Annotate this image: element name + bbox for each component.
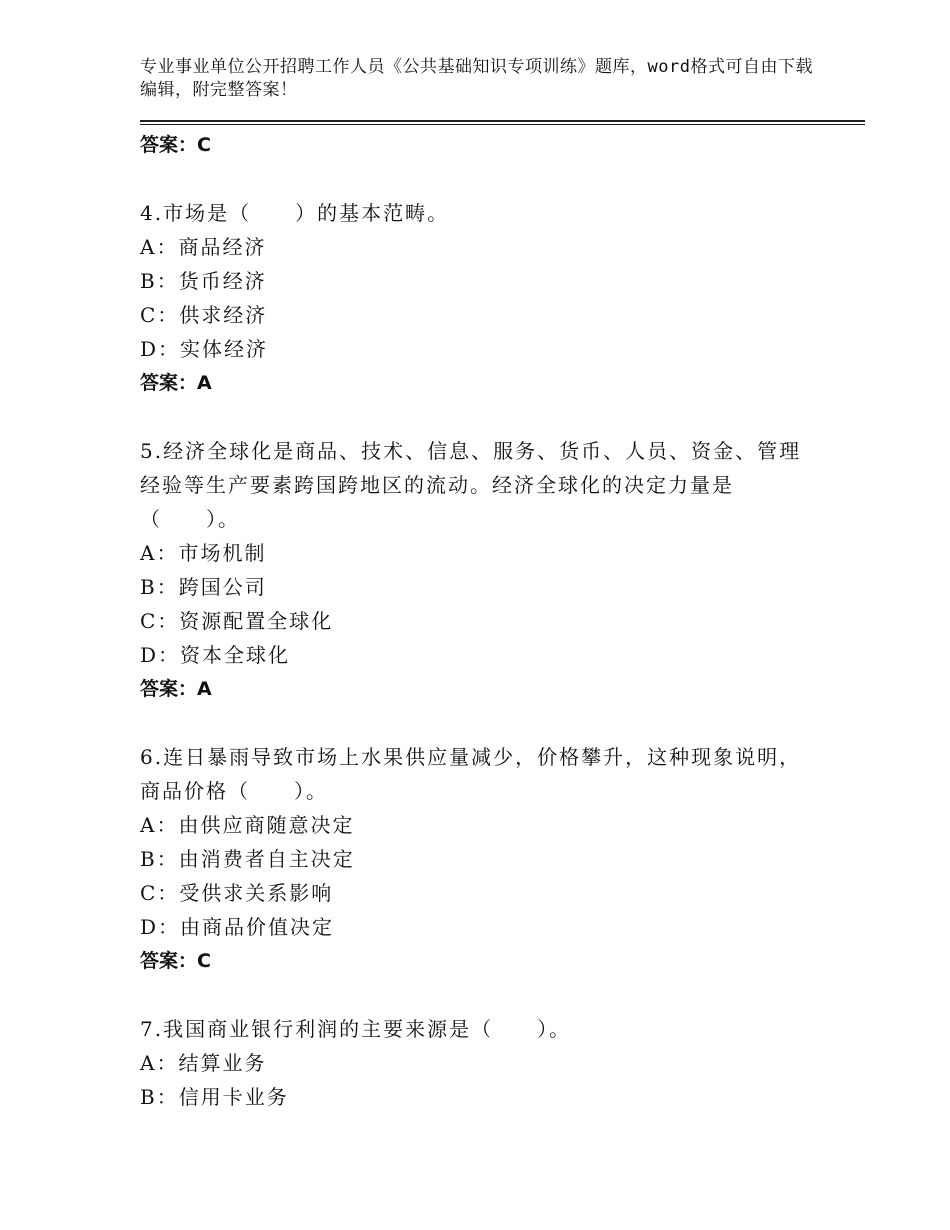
option-a: A：市场机制 bbox=[140, 541, 267, 565]
option-c: C：资源配置全球化 bbox=[140, 609, 334, 633]
answer-label: 答案：A bbox=[140, 372, 212, 394]
option-a: A：由供应商随意决定 bbox=[140, 813, 355, 837]
option-d: D：实体经济 bbox=[140, 337, 269, 361]
option-d: D：资本全球化 bbox=[140, 643, 291, 667]
option-b: B：信用卡业务 bbox=[140, 1085, 289, 1109]
option-b: B：货币经济 bbox=[140, 269, 267, 293]
answer-label: 答案：C bbox=[140, 950, 211, 972]
question-stem: 7.我国商业银行利润的主要来源是（ ）。 bbox=[140, 1017, 572, 1041]
option-c: C：受供求关系影响 bbox=[140, 881, 334, 905]
document-header: 专业事业单位公开招聘工作人员《公共基础知识专项训练》题库，word格式可自由下载编辑，附完整答案！ bbox=[140, 57, 813, 100]
question-stem: 6.连日暴雨导致市场上水果供应量减少，价格攀升，这种现象说明，商品价格（ ）。 bbox=[140, 745, 802, 803]
answer-label: 答案：C bbox=[140, 134, 211, 156]
header-divider-thin bbox=[140, 124, 865, 125]
header-divider-thick bbox=[140, 120, 865, 122]
question-stem: 4.市场是（ ）的基本范畴。 bbox=[140, 201, 450, 225]
question-stem: 5.经济全球化是商品、技术、信息、服务、货币、人员、资金、管理经验等生产要素跨国跨地区的流动。经济全球化的决定力量是（ ）。 bbox=[140, 439, 802, 531]
option-d: D：由商品价值决定 bbox=[140, 915, 335, 939]
option-c: C：供求经济 bbox=[140, 303, 268, 327]
option-a: A：结算业务 bbox=[140, 1051, 267, 1075]
option-b: B：由消费者自主决定 bbox=[140, 847, 355, 871]
question-list bbox=[140, 128, 820, 1114]
answer-label: 答案：A bbox=[140, 678, 212, 700]
option-b: B：跨国公司 bbox=[140, 575, 267, 599]
option-a: A：商品经济 bbox=[140, 235, 267, 259]
